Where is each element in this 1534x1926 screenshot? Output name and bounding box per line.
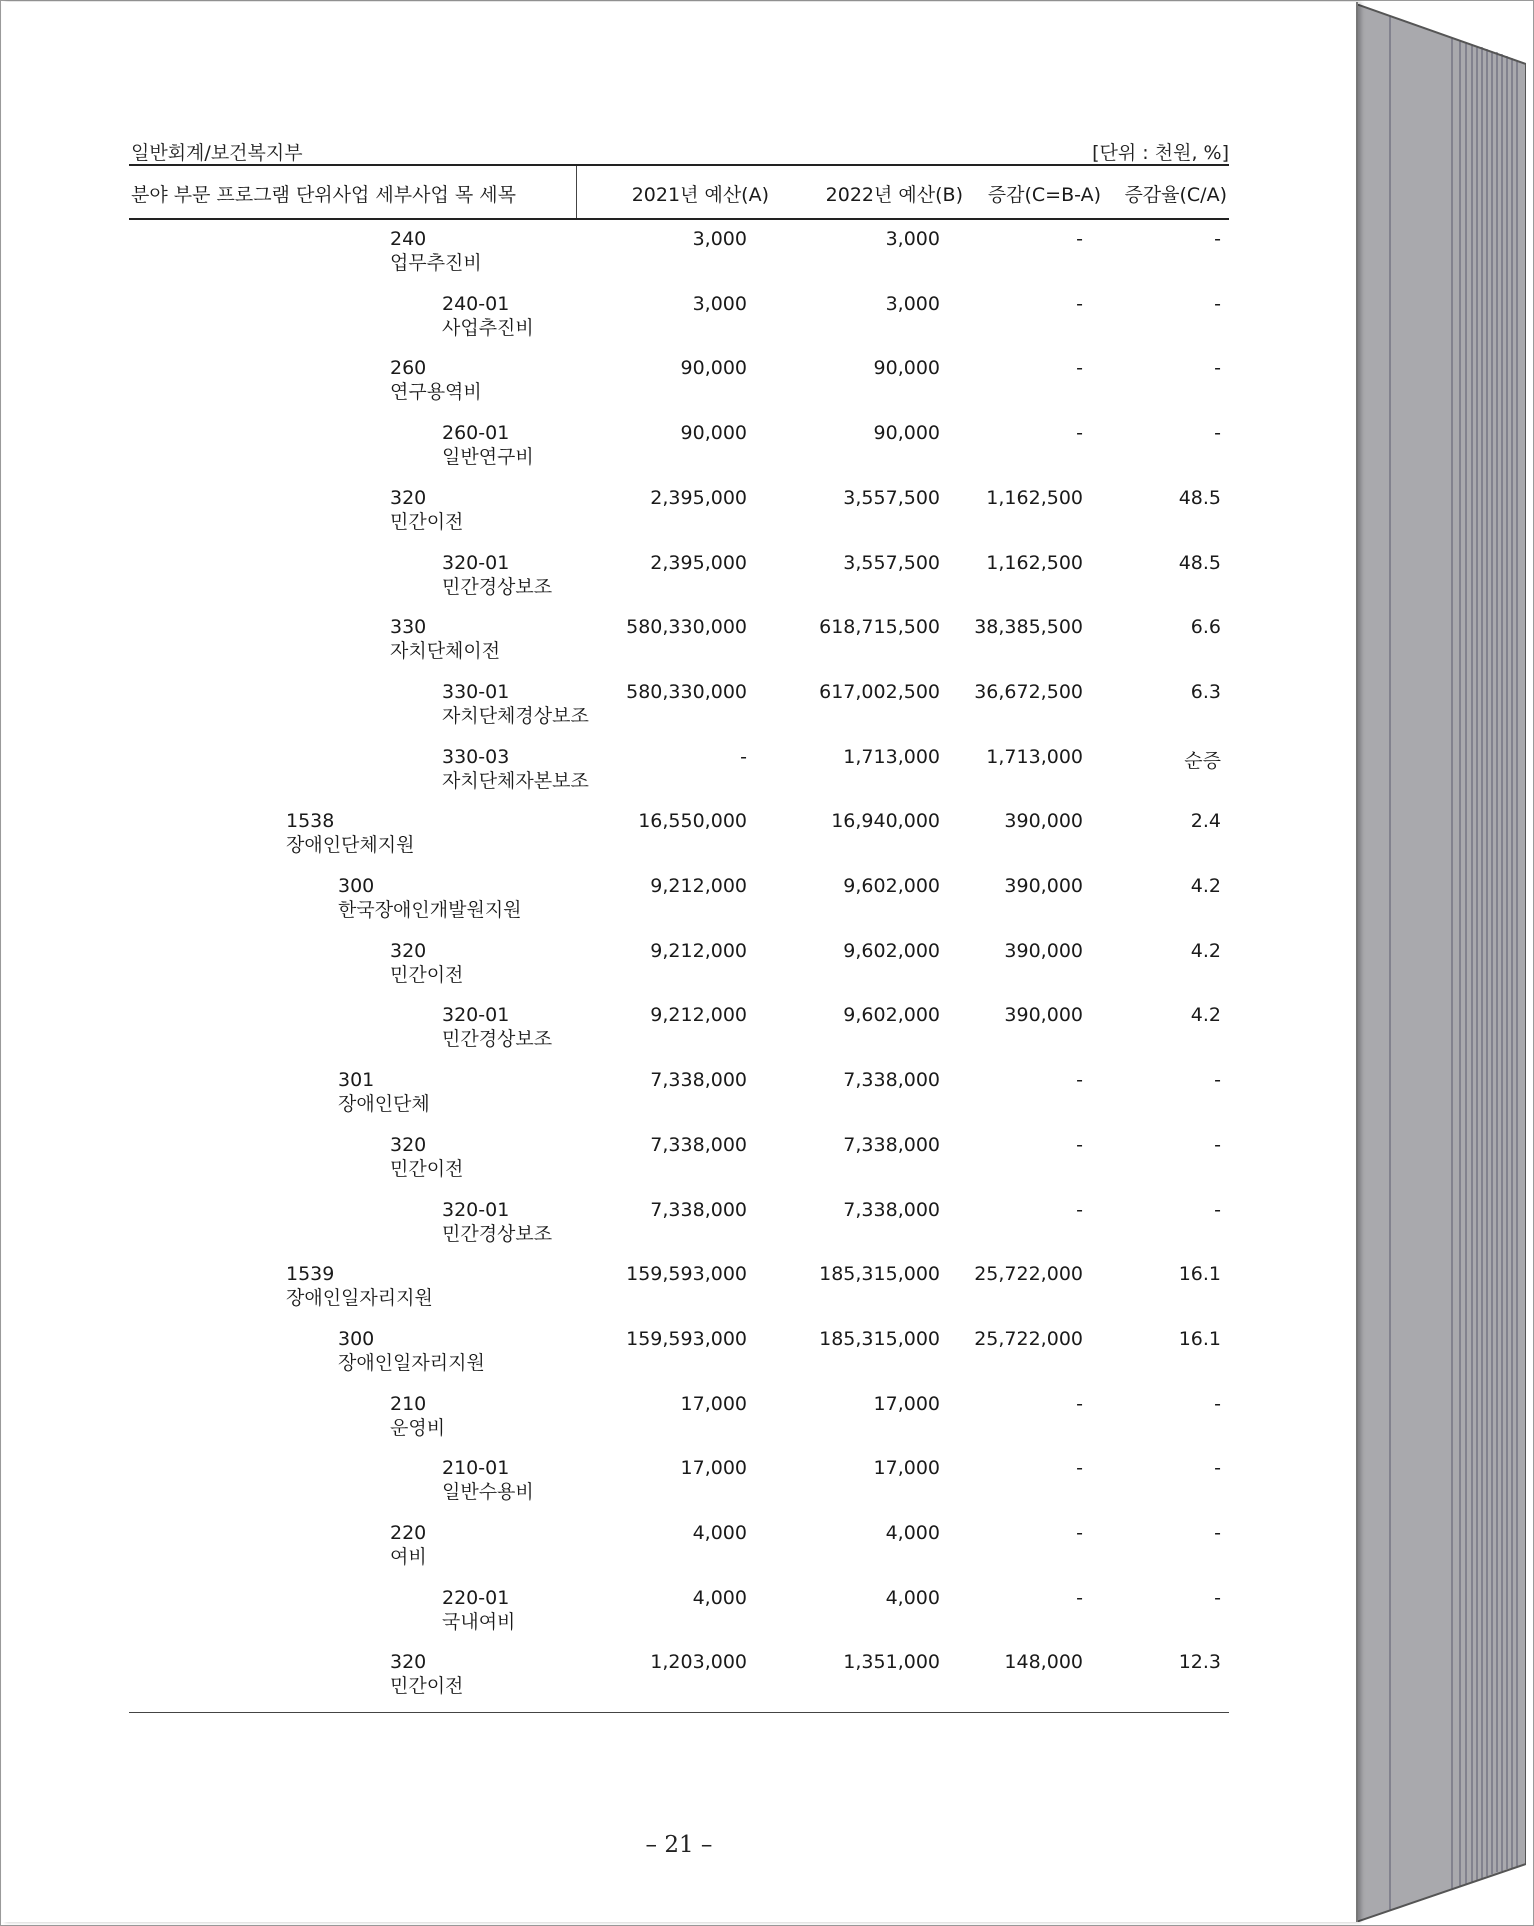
budget-2022-value: 3,557,500 [843, 551, 940, 574]
row-code: 1538 [286, 810, 335, 833]
change-value: - [1076, 1522, 1083, 1544]
change-value: - [1076, 1586, 1083, 1609]
budget-2021-value: 7,338,000 [650, 1133, 747, 1156]
budget-2021-value: 3,000 [692, 228, 747, 250]
row-code: 300 [338, 1327, 375, 1350]
row-name: 장애인단체지원 [286, 834, 415, 857]
page-number: – 21 – [645, 1832, 713, 1858]
change-value: - [1076, 357, 1083, 380]
budget-2022-value: 1,351,000 [843, 1651, 940, 1674]
change-value: - [1076, 1198, 1083, 1221]
budget-2022-value: 16,940,000 [831, 810, 940, 833]
row-name: 여비 [390, 1546, 427, 1568]
row-code: 320 [390, 939, 427, 962]
row-name: 한국장애인개발원지원 [338, 899, 522, 921]
change-rate-value: 4.2 [1190, 875, 1221, 897]
table-row [129, 345, 1229, 405]
change-value: 25,722,000 [974, 1263, 1083, 1286]
table-row [129, 1187, 1229, 1247]
change-rate-value: 6.3 [1190, 680, 1221, 703]
budget-2022-value: 4,000 [885, 1522, 940, 1544]
budget-2021-value: - [740, 745, 747, 768]
row-code: 210-01 [442, 1457, 510, 1480]
table-header [129, 164, 1229, 220]
table-row [129, 1122, 1229, 1182]
budget-2022-value: 185,315,000 [819, 1263, 940, 1286]
row-name: 일반연구비 [442, 446, 534, 469]
change-rate-value: - [1214, 228, 1221, 250]
row-code: 240-01 [442, 292, 510, 315]
budget-2022-value: 617,002,500 [819, 680, 940, 703]
change-rate-value: - [1214, 422, 1221, 445]
row-name: 운영비 [390, 1416, 446, 1439]
budget-2022-value: 17,000 [873, 1392, 940, 1415]
change-column-header: 증감(C=B-A) [987, 184, 1101, 206]
row-code: 330-03 [442, 745, 510, 768]
budget-2022-value: 618,715,500 [819, 616, 940, 639]
change-rate-value: 48.5 [1178, 551, 1221, 574]
unit-label: [단위 : 천원, %] [1092, 142, 1229, 164]
row-name: 민간경상보조 [442, 575, 553, 598]
budget-2021-value: 2,395,000 [650, 486, 747, 509]
hierarchy-column-header: 분야 부문 프로그램 단위사업 세부사업 목 세목 [131, 184, 516, 206]
budget-2022-value: 90,000 [873, 422, 940, 445]
change-value: 36,672,500 [974, 680, 1083, 703]
row-name: 민간경상보조 [442, 1222, 553, 1245]
budget-2021-value: 4,000 [692, 1586, 747, 1609]
table-row [129, 281, 1229, 341]
row-code: 300 [338, 875, 375, 897]
row-code: 320-01 [442, 1198, 510, 1221]
change-value: - [1076, 1133, 1083, 1156]
change-value: 38,385,500 [974, 616, 1083, 639]
change-rate-value: 16.1 [1178, 1327, 1221, 1350]
change-value: - [1076, 292, 1083, 315]
budget-2022-value: 1,713,000 [843, 745, 940, 768]
budget-2022-value: 90,000 [873, 357, 940, 380]
document-page [2, 2, 1358, 1922]
row-code: 220 [390, 1522, 427, 1544]
table-row [129, 669, 1229, 729]
budget-2021-value: 7,338,000 [650, 1198, 747, 1221]
row-code: 260 [390, 357, 427, 380]
row-name: 자치단체경상보조 [442, 704, 589, 727]
book-page-edges [1356, 4, 1526, 1922]
budget-2022-value: 7,338,000 [843, 1198, 940, 1221]
row-code: 320-01 [442, 1004, 510, 1027]
table-row [129, 928, 1229, 988]
row-name: 장애인일자리지원 [338, 1351, 485, 1374]
table-bottom-rule [129, 1712, 1229, 1713]
budget-2022-value: 9,602,000 [843, 875, 940, 897]
change-rate-value: 4.2 [1190, 1004, 1221, 1027]
row-name: 민간경상보조 [442, 1028, 553, 1051]
budget-2022-value: 3,000 [885, 292, 940, 315]
row-name: 자치단체자본보조 [442, 769, 589, 792]
table-row [129, 540, 1229, 600]
change-rate-value: 2.4 [1190, 810, 1221, 833]
row-name: 연구용역비 [390, 381, 482, 404]
row-code: 220-01 [442, 1586, 510, 1609]
table-row [129, 1251, 1229, 1311]
budget-2021-value: 9,212,000 [650, 1004, 747, 1027]
budget-2021-value: 1,203,000 [650, 1651, 747, 1674]
row-code: 240 [390, 228, 427, 250]
table-row [129, 863, 1229, 923]
table-row [129, 992, 1229, 1052]
row-code: 260-01 [442, 422, 510, 445]
row-name: 일반수용비 [442, 1481, 534, 1504]
table-row [129, 734, 1229, 794]
budget-2021-value: 17,000 [680, 1392, 747, 1415]
row-name: 민간이전 [390, 1157, 464, 1180]
row-code: 320 [390, 1651, 427, 1674]
header-divider [576, 166, 577, 218]
change-rate-value: 16.1 [1178, 1263, 1221, 1286]
budget-2021-value: 90,000 [680, 357, 747, 380]
change-rate-value: - [1214, 357, 1221, 380]
row-name: 장애인일자리지원 [286, 1287, 433, 1310]
change-rate-value: 순증 [1184, 749, 1221, 772]
row-name: 민간이전 [390, 963, 464, 986]
budget-2022-value: 9,602,000 [843, 1004, 940, 1027]
budget-2021-value: 580,330,000 [626, 680, 747, 703]
row-code: 320-01 [442, 551, 510, 574]
change-rate-value: - [1214, 292, 1221, 315]
row-name: 민간이전 [390, 510, 464, 533]
change-value: - [1076, 1457, 1083, 1480]
table-row [129, 1639, 1229, 1699]
change-value: - [1076, 228, 1083, 250]
row-code: 330-01 [442, 680, 510, 703]
table-row [129, 1445, 1229, 1505]
change-value: - [1076, 1069, 1083, 1092]
budget-2022-column-header: 2022년 예산(B) [825, 184, 963, 206]
row-name: 국내여비 [442, 1610, 516, 1633]
change-rate-value: 4.2 [1190, 939, 1221, 962]
row-code: 301 [338, 1069, 375, 1092]
change-value: 148,000 [1004, 1651, 1083, 1674]
budget-2021-value: 9,212,000 [650, 875, 747, 897]
table-row [129, 1057, 1229, 1117]
budget-2022-value: 7,338,000 [843, 1133, 940, 1156]
row-name: 업무추진비 [390, 252, 482, 274]
table-row [129, 410, 1229, 470]
change-rate-value: - [1214, 1586, 1221, 1609]
change-value: - [1076, 422, 1083, 445]
change-rate-value: 6.6 [1190, 616, 1221, 639]
row-code: 1539 [286, 1263, 335, 1286]
row-code: 210 [390, 1392, 427, 1415]
change-rate-value: 48.5 [1178, 486, 1221, 509]
table-row [129, 216, 1229, 276]
table-row [129, 1316, 1229, 1376]
budget-2022-value: 4,000 [885, 1586, 940, 1609]
row-name: 민간이전 [390, 1675, 464, 1698]
budget-2022-value: 3,557,500 [843, 486, 940, 509]
budget-2021-value: 2,395,000 [650, 551, 747, 574]
change-value: 390,000 [1004, 810, 1083, 833]
table-row [129, 1381, 1229, 1441]
row-code: 320 [390, 1133, 427, 1156]
budget-2022-value: 3,000 [885, 228, 940, 250]
change-rate-value: - [1214, 1392, 1221, 1415]
table-row [129, 475, 1229, 535]
change-rate-value: - [1214, 1133, 1221, 1156]
change-value: - [1076, 1392, 1083, 1415]
budget-2021-value: 159,593,000 [626, 1327, 747, 1350]
budget-2022-value: 7,338,000 [843, 1069, 940, 1092]
budget-2021-value: 3,000 [692, 292, 747, 315]
change-value: 1,162,500 [986, 551, 1083, 574]
row-code: 330 [390, 616, 427, 639]
change-rate-column-header: 증감율(C/A) [1124, 184, 1227, 206]
change-value: 25,722,000 [974, 1327, 1083, 1350]
budget-2021-value: 4,000 [692, 1522, 747, 1544]
change-value: 390,000 [1004, 939, 1083, 962]
section-title: 일반회계/보건복지부 [131, 142, 303, 164]
budget-2021-value: 7,338,000 [650, 1069, 747, 1092]
change-rate-value: - [1214, 1198, 1221, 1221]
budget-2021-value: 580,330,000 [626, 616, 747, 639]
change-rate-value: 12.3 [1178, 1651, 1221, 1674]
change-value: 390,000 [1004, 875, 1083, 897]
change-rate-value: - [1214, 1069, 1221, 1092]
change-value: 390,000 [1004, 1004, 1083, 1027]
budget-2022-value: 17,000 [873, 1457, 940, 1480]
change-rate-value: - [1214, 1457, 1221, 1480]
table-row [129, 1510, 1229, 1570]
change-value: 1,713,000 [986, 745, 1083, 768]
budget-2022-value: 185,315,000 [819, 1327, 940, 1350]
table-row [129, 604, 1229, 664]
budget-2021-value: 90,000 [680, 422, 747, 445]
row-name: 사업추진비 [442, 316, 534, 339]
budget-2021-value: 16,550,000 [638, 810, 747, 833]
row-code: 320 [390, 486, 427, 509]
budget-2021-value: 17,000 [680, 1457, 747, 1480]
table-row [129, 1575, 1229, 1635]
budget-2021-column-header: 2021년 예산(A) [631, 184, 769, 206]
budget-2021-value: 159,593,000 [626, 1263, 747, 1286]
budget-2021-value: 9,212,000 [650, 939, 747, 962]
budget-2022-value: 9,602,000 [843, 939, 940, 962]
row-name: 자치단체이전 [390, 640, 501, 663]
change-value: 1,162,500 [986, 486, 1083, 509]
row-name: 장애인단체 [338, 1093, 430, 1116]
table-row [129, 798, 1229, 858]
change-rate-value: - [1214, 1522, 1221, 1544]
